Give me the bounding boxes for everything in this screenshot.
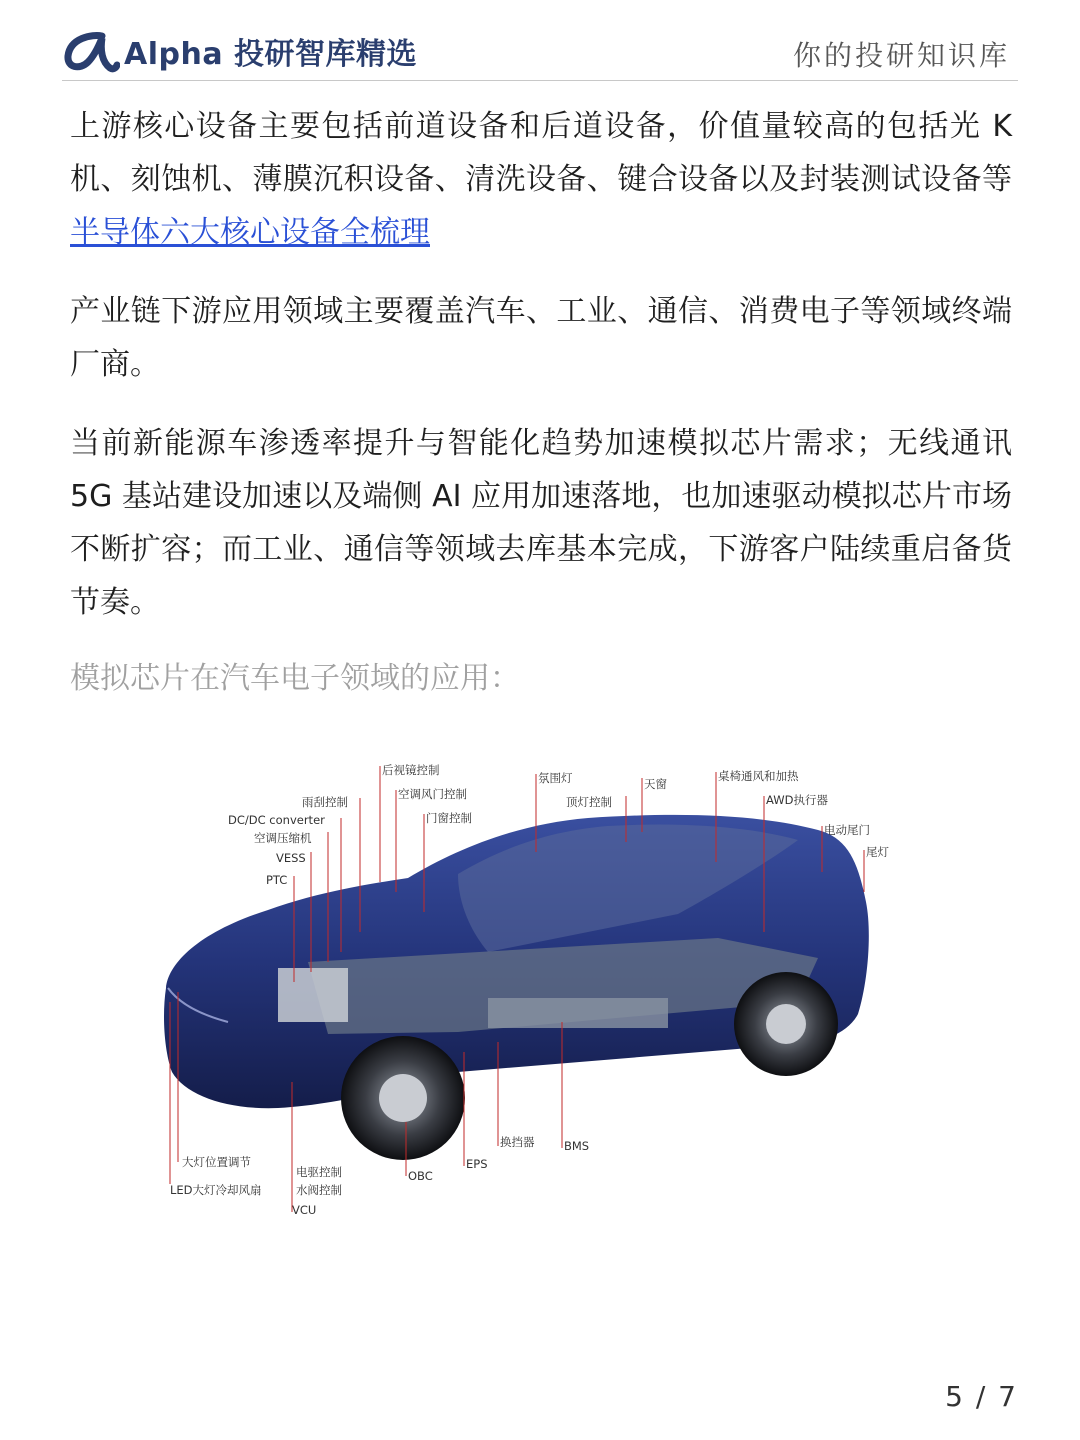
label-vcu: VCU xyxy=(292,1203,317,1217)
label-motor-control: 电驱控制 xyxy=(296,1165,342,1179)
rear-hub xyxy=(766,1004,806,1044)
alpha-logo-icon xyxy=(62,28,120,74)
label-bms: BMS xyxy=(564,1139,590,1153)
label-headlight-adjust: 大灯位置调节 xyxy=(182,1155,251,1169)
label-ptc: PTC xyxy=(266,873,288,887)
paragraph-downstream: 产业链下游应用领域主要覆盖汽车、工业、通信、消费电子等领域终端厂商。 xyxy=(70,294,1012,382)
paragraph-demand: 当前新能源车渗透率提升与智能化趋势加速模拟芯片需求；无线通讯 5G 基站建设加速以及端侧 AI 应用加速落地，也加速驱动模拟芯片市场不断扩容；而工业、通信等领域去库基本完成，下游客户陆续重启备货节奏。 xyxy=(70,426,1012,620)
article-body xyxy=(70,100,1012,699)
label-sunroof: 天窗 xyxy=(644,777,667,791)
label-led-fan: LED大灯冷却风扇 xyxy=(170,1183,262,1197)
engine-block xyxy=(278,968,348,1022)
label-ac-compressor: 空调压缩机 xyxy=(254,831,312,845)
page-indicator: 5 / 7 xyxy=(945,1380,1018,1413)
brand-name: Alpha 投研智库精选 xyxy=(124,37,418,72)
label-vess: VESS xyxy=(276,851,306,865)
label-tailgate: 电动尾门 xyxy=(824,823,870,837)
page-header xyxy=(62,22,1018,81)
label-wiper: 雨刮控制 xyxy=(302,795,348,809)
label-ambient: 氛围灯 xyxy=(538,771,573,785)
car-electronics-figure xyxy=(158,752,910,1228)
label-ac-flap: 空调风门控制 xyxy=(398,787,467,801)
label-eps: EPS xyxy=(466,1157,488,1171)
tagline: 你的投研知识库 xyxy=(792,39,1010,72)
label-seat: 桌椅通风和加热 xyxy=(718,769,799,783)
label-door-window: 门窗控制 xyxy=(426,811,472,825)
paragraph-upstream xyxy=(70,100,1012,259)
label-obc: OBC xyxy=(408,1169,433,1183)
label-rearview: 后视镜控制 xyxy=(382,763,440,777)
label-valve-control: 水阀控制 xyxy=(296,1183,342,1197)
link-semiconductor-equipment[interactable]: 半导体六大核心设备全梳理 xyxy=(70,215,430,250)
figure-caption: 模拟芯片在汽车电子领域的应用： xyxy=(70,661,520,696)
label-awd: AWD执行器 xyxy=(766,793,828,807)
label-dcdc: DC/DC converter xyxy=(228,813,325,827)
paragraph-upstream-text: 上游核心设备主要包括前道设备和后道设备，价值量较高的包括光 K 机、刻蚀机、薄膜沉积设备、清洗设备、键合设备以及封装测试设备等 xyxy=(70,109,1012,197)
front-hub xyxy=(379,1074,427,1122)
label-dome: 顶灯控制 xyxy=(566,795,612,809)
battery-pack xyxy=(488,998,668,1028)
label-taillight: 尾灯 xyxy=(866,845,889,859)
brand[interactable] xyxy=(62,22,417,80)
car-illustration xyxy=(164,815,869,1160)
label-shifter: 换挡器 xyxy=(500,1135,535,1149)
